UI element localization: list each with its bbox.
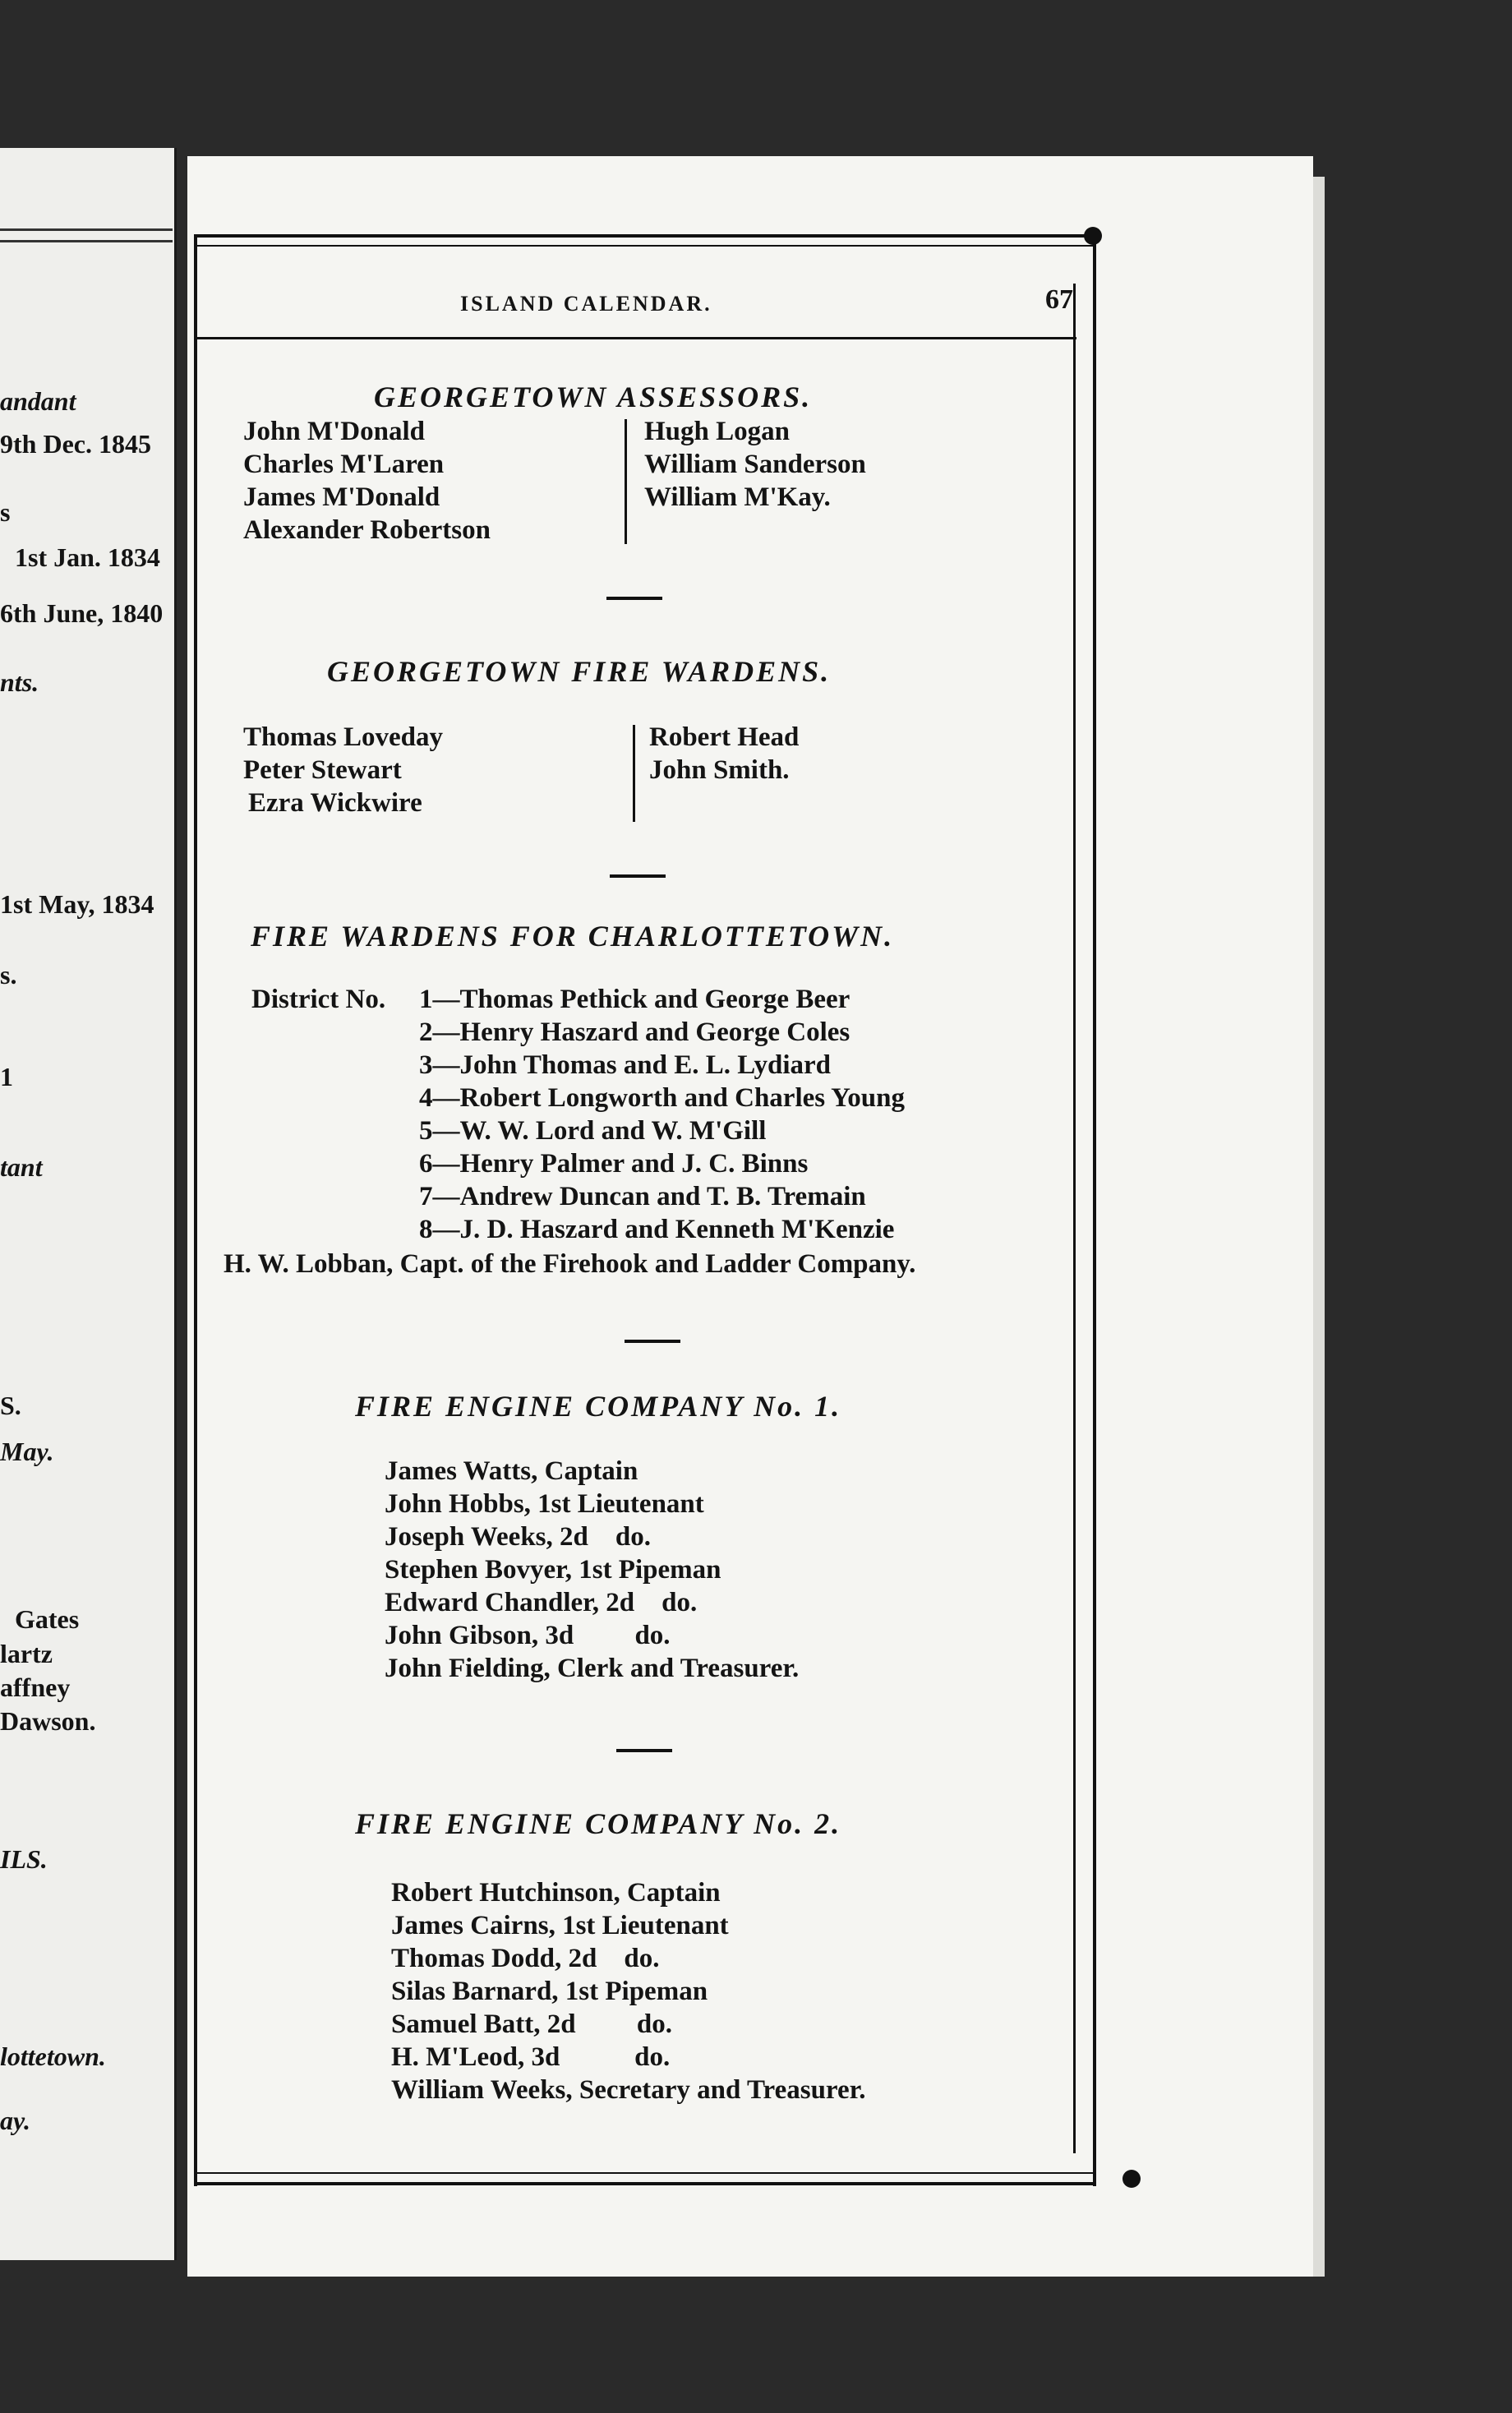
left-fragment: s <box>0 497 11 527</box>
section-divider <box>606 597 662 600</box>
engine1-member: James Watts, Captain <box>385 1456 638 1486</box>
district-entry: 5—W. W. Lord and W. M'Gill <box>419 1116 767 1146</box>
assessor-name: Charles M'Laren <box>243 450 445 479</box>
assessor-name: Hugh Logan <box>644 417 790 446</box>
district-label: District No. <box>251 985 386 1014</box>
warden-name: Ezra Wickwire <box>248 788 422 818</box>
column-divider <box>625 419 627 544</box>
left-fragment: 6th June, 1840 <box>0 598 164 628</box>
left-fragment: s. <box>0 960 17 990</box>
assessors-heading: GEORGETOWN ASSESSORS. <box>374 381 813 413</box>
engine2-member: Silas Barnard, 1st Pipeman <box>391 1977 708 2006</box>
corner-ornament <box>1084 227 1102 245</box>
engine1-member: Stephen Bovyer, 1st Pipeman <box>385 1555 721 1585</box>
border-bottom-inner <box>194 2172 1093 2174</box>
border-bottom <box>194 2182 1093 2185</box>
engine1-member: John Fielding, Clerk and Treasurer. <box>385 1654 800 1683</box>
section-divider <box>616 1749 672 1752</box>
warden-name: Thomas Loveday <box>243 722 443 752</box>
district-entry: 7—Andrew Duncan and T. B. Tremain <box>419 1182 866 1211</box>
warden-name: Peter Stewart <box>243 755 402 785</box>
district-entry: 6—Henry Palmer and J. C. Binns <box>419 1149 809 1179</box>
engine2-member: James Cairns, 1st Lieutenant <box>391 1911 729 1940</box>
corner-ornament <box>1122 2170 1141 2188</box>
left-fragment: ILS. <box>0 1844 48 1874</box>
charlottetown-heading: FIRE WARDENS FOR CHARLOTTETOWN. <box>251 920 895 953</box>
district-entry: 8—J. D. Haszard and Kenneth M'Kenzie <box>419 1215 895 1244</box>
border-top <box>194 234 1093 238</box>
engine1-member: Edward Chandler, 2d do. <box>385 1588 698 1617</box>
warden-name: Robert Head <box>649 722 800 752</box>
left-fragment: 1 <box>0 1062 13 1091</box>
assessor-name: Alexander Robertson <box>243 515 491 545</box>
left-fragment: tant <box>0 1152 43 1182</box>
left-fragment: lartz <box>0 1639 53 1668</box>
left-fragment: affney <box>0 1672 71 1702</box>
page-number: 67 <box>1045 284 1073 315</box>
engine1-member: Joseph Weeks, 2d do. <box>385 1522 651 1552</box>
engine2-member: H. M'Leod, 3d do. <box>391 2042 671 2072</box>
left-fragment: nts. <box>0 667 39 697</box>
engine2-member: Robert Hutchinson, Captain <box>391 1878 721 1908</box>
assessor-name: James M'Donald <box>243 482 440 512</box>
engine1-heading: FIRE ENGINE COMPANY No. 1. <box>355 1390 842 1423</box>
running-head: ISLAND CALENDAR. <box>460 292 712 316</box>
left-fragment: Gates <box>15 1604 80 1634</box>
border-inner-right <box>1073 284 1076 2153</box>
left-page-rule <box>0 228 173 231</box>
district-entry: 1—Thomas Pethick and George Beer <box>419 985 850 1014</box>
warden-name: John Smith. <box>649 755 790 785</box>
column-divider <box>633 725 635 822</box>
left-fragment: May. <box>0 1437 54 1466</box>
previous-page-strip <box>0 148 177 2260</box>
left-fragment: ay. <box>0 2106 31 2135</box>
section-divider <box>610 874 666 878</box>
left-fragment: lottetown. <box>0 2042 106 2071</box>
engine2-member: William Weeks, Secretary and Treasurer. <box>391 2075 866 2105</box>
assessor-name: John M'Donald <box>243 417 425 446</box>
left-fragment: 9th Dec. 1845 <box>0 429 151 459</box>
engine2-heading: FIRE ENGINE COMPANY No. 2. <box>355 1807 842 1840</box>
assessor-name: William Sanderson <box>644 450 866 479</box>
district-entry: 2—Henry Haszard and George Coles <box>419 1017 850 1047</box>
firehook-captain: H. W. Lobban, Capt. of the Firehook and Ladder Company. <box>224 1249 916 1279</box>
left-page-rule <box>0 240 173 242</box>
district-entry: 3—John Thomas and E. L. Lydiard <box>419 1050 831 1080</box>
left-fragment: andant <box>0 386 76 416</box>
engine2-member: Thomas Dodd, 2d do. <box>391 1944 660 1973</box>
border-top-inner <box>194 245 1093 247</box>
left-fragment: S. <box>0 1391 21 1420</box>
engine1-member: John Hobbs, 1st Lieutenant <box>385 1489 704 1519</box>
left-fragment: Dawson. <box>0 1706 96 1736</box>
header-rule <box>194 337 1076 339</box>
engine2-member: Samuel Batt, 2d do. <box>391 2009 672 2039</box>
wardens-heading: GEORGETOWN FIRE WARDENS. <box>327 655 832 688</box>
page-edge <box>1313 177 1325 2277</box>
assessor-name: William M'Kay. <box>644 482 831 512</box>
left-fragment: 1st May, 1834 <box>0 889 154 919</box>
section-divider <box>625 1340 680 1343</box>
left-fragment: 1st Jan. 1834 <box>15 542 160 572</box>
district-entry: 4—Robert Longworth and Charles Young <box>419 1083 906 1113</box>
engine1-member: John Gibson, 3d do. <box>385 1621 671 1650</box>
